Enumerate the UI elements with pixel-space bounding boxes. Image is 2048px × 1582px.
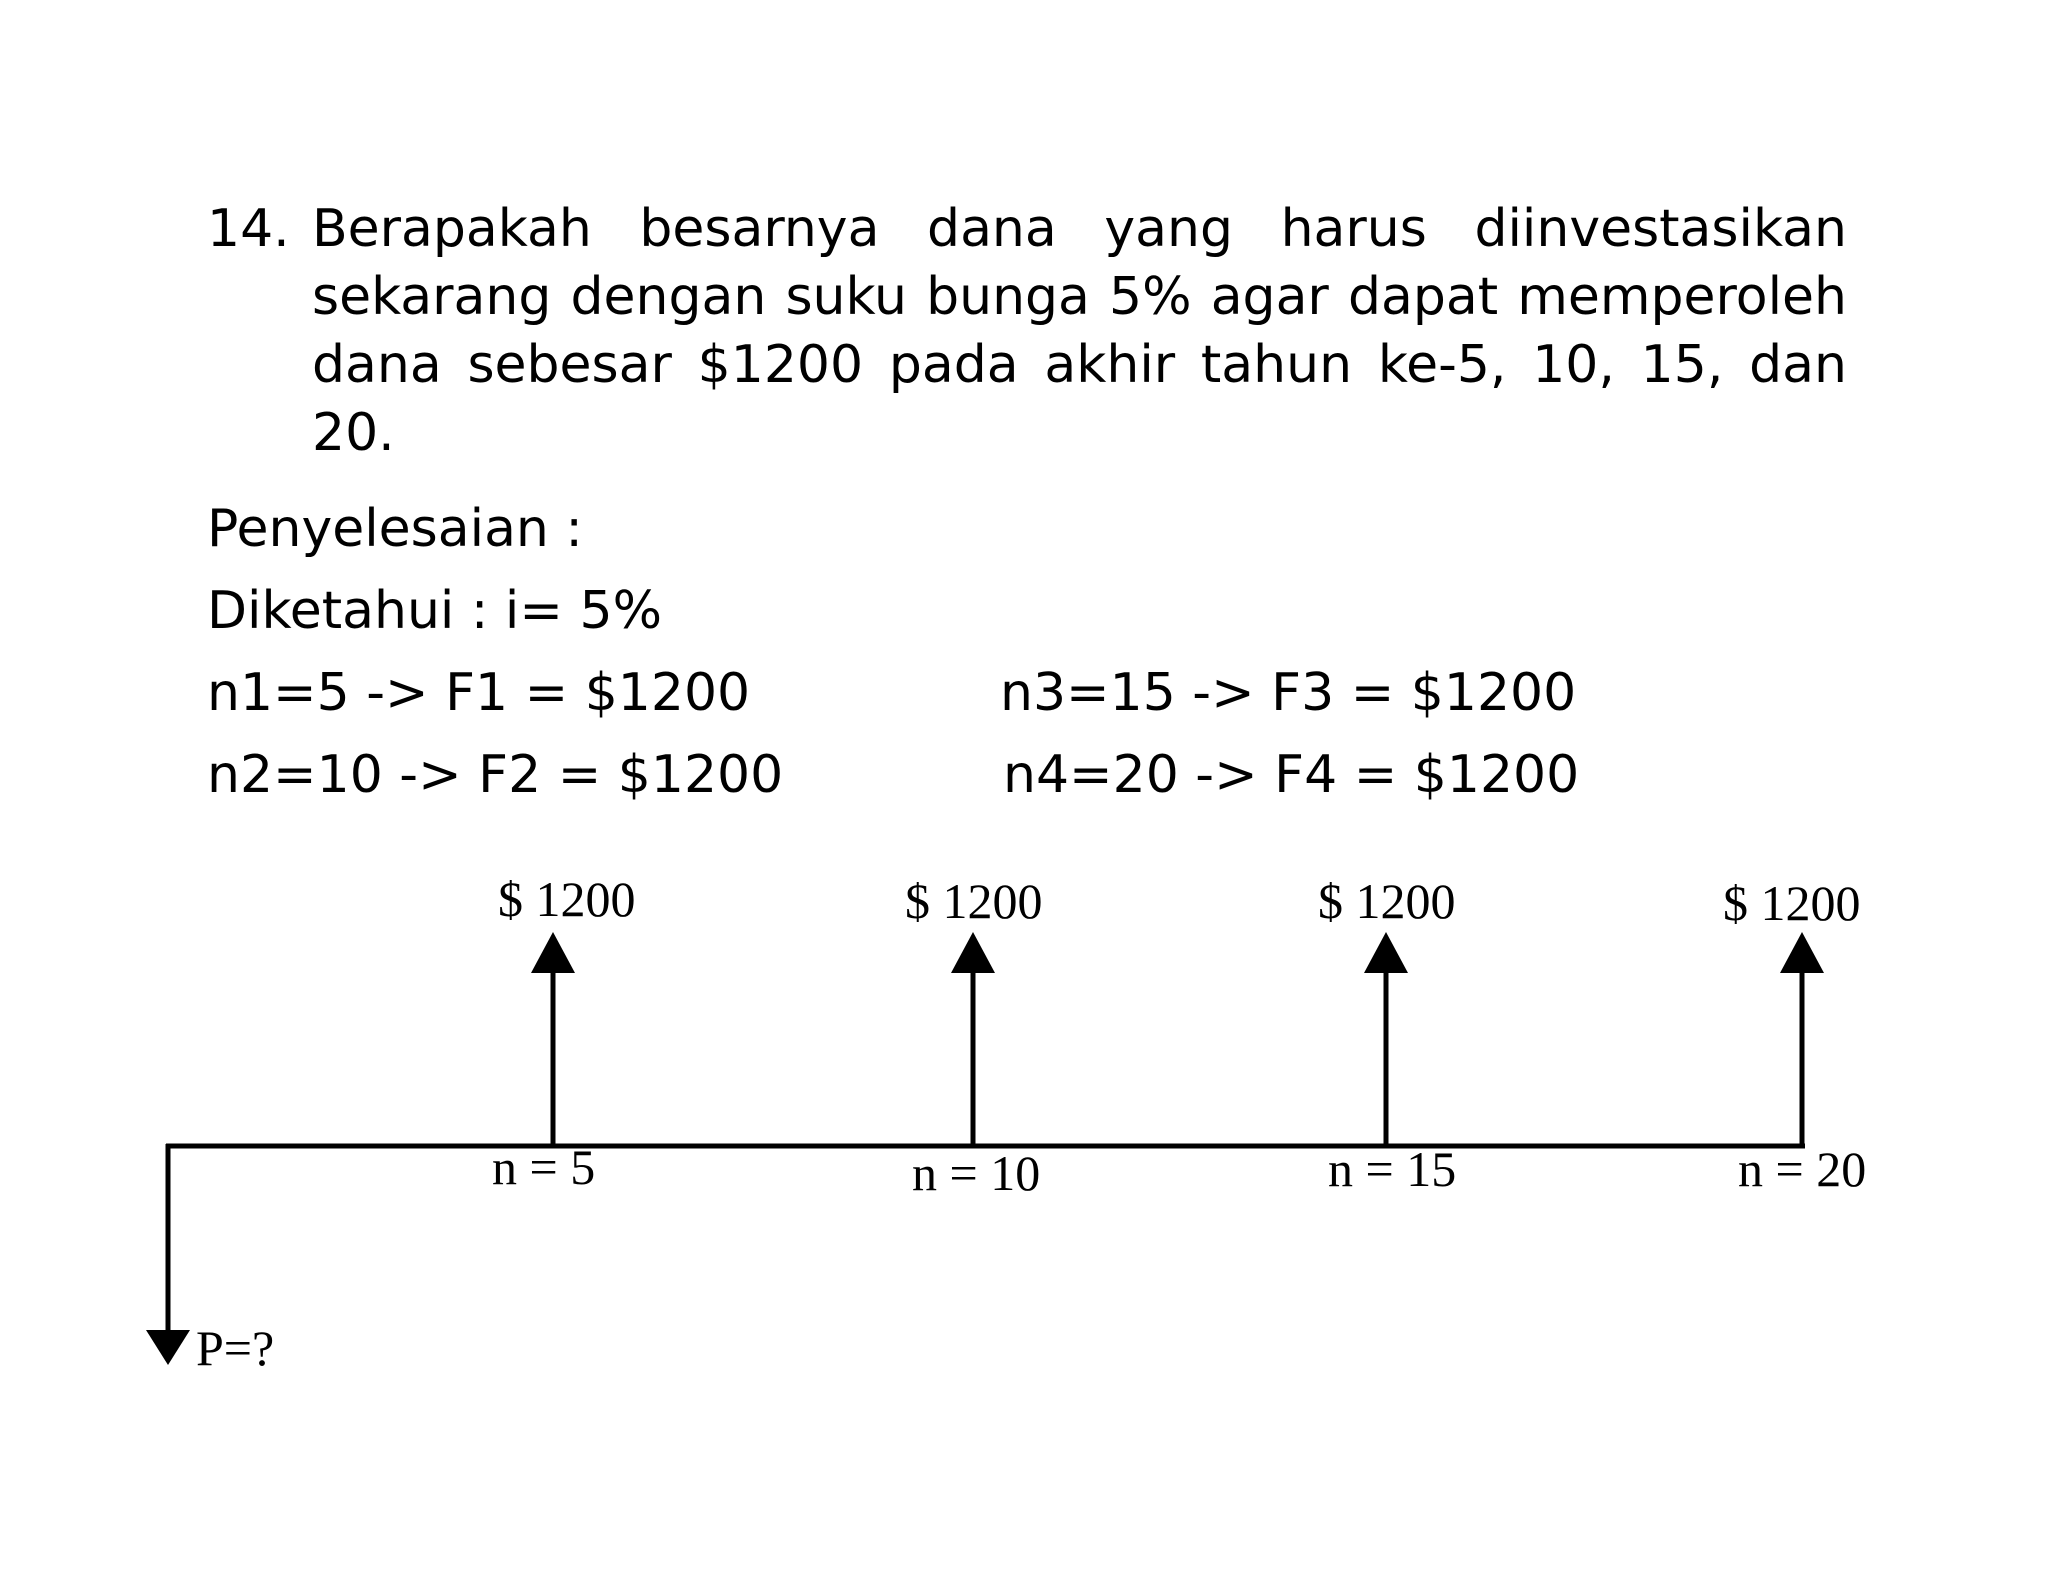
problem-text: Berapakah besarnya dana yang harus diinvestasikan sekarang dengan suku bunga 5% agar dapat memperoleh dana sebesar $1200 pada akhir tahun ke-5, 10, 15, dan 20. [312,199,1847,463]
problem-number: 14. [207,199,290,259]
cash-flow-arrow-head [951,932,995,973]
cash-flow-amount: $ 1200 [1723,875,1861,931]
cash-flow-arrow-head [1780,932,1824,973]
cash-flow-amount: $ 1200 [905,873,1043,929]
cash-flow-arrow-head [531,932,575,973]
given-n4: n4=20 -> F4 = $1200 [1003,745,1580,805]
period-label: n = 20 [1738,1141,1867,1197]
period-label: n = 10 [912,1145,1041,1201]
given-n3: n3=15 -> F3 = $1200 [1000,663,1577,723]
cash-flow-amount: $ 1200 [1318,873,1456,929]
cash-flow-arrow-head [1364,932,1408,973]
present-value-arrow-head [146,1330,190,1365]
given-n2: n2=10 -> F2 = $1200 [207,745,784,805]
cash-flow-amount: $ 1200 [498,871,636,927]
known-interest: Diketahui : i= 5% [207,581,662,641]
solution-heading: Penyelesaian : [207,499,583,559]
given-n1: n1=5 -> F1 = $1200 [207,663,751,723]
period-label: n = 5 [492,1139,596,1195]
period-label: n = 15 [1328,1141,1457,1197]
present-value-label: P=? [196,1320,275,1376]
